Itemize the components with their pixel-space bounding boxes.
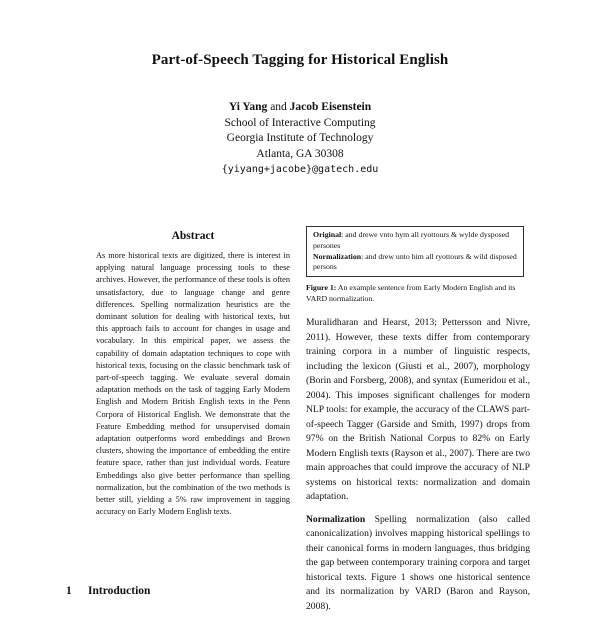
paragraph-run-in-heading: Normalization: [306, 513, 366, 525]
right-column-body: [306, 316, 530, 622]
section-title: Introduction: [88, 585, 151, 597]
figure-original-text: : and drewe vnto hym all ryottours & wylde dysposed persones: [313, 230, 509, 250]
institution: Georgia Institute of Technology: [226, 132, 374, 144]
author-name-2: Jacob Eisenstein: [289, 101, 372, 113]
section-heading-introduction: [66, 585, 150, 597]
figure-1-box: [306, 226, 524, 277]
author-email: {yiyang+jacobe}@gatech.edu: [221, 164, 379, 175]
affiliation: School of Interactive Computing: [224, 116, 376, 129]
left-column: [90, 230, 296, 518]
author-conjunction: and: [270, 101, 287, 113]
section-number: 1: [66, 585, 72, 597]
figure-normalization-text: : and drew unto him all ryottours & wild disposed persons: [313, 251, 517, 272]
abstract-text: As more historical texts are digitized, there is interest in applying natural language processing tools to these archives. However, the performance of these tools is often unsatisfactory, due to language change and genre differences. Spelling normalization heuristics are the dominant solution for dealing with historical texts, but this approach fails to account for changes in usage and vocabulary. In this empirical paper, we assess the capability of domain adaptation techniques to cope with historical texts, focusing on the classic benchmark task of part-of-speech tagging. We evaluate several domain adaptation methods on the task of tagging Early Modern English and Modern British English texts in the Penn Corpora of Historical English. We demonstrate that the Feature Embedding method for unsupervised domain adaptation outperforms word embeddings and Brown clusters, showing the importance of embedding the entire feature space, rather than just individual words. Feature Embeddings also give better performance than spelling normalization, but the combination of the two methods is better still, yielding a 5% raw improvement in tagging accuracy on Early Modern English texts.: [96, 251, 290, 517]
author-block: [0, 100, 600, 178]
figure-1-caption: [306, 282, 528, 304]
figure-normalization-line: [313, 252, 517, 274]
paper-title: Part-of-Speech Tagging for Historical English: [151, 52, 449, 68]
paragraph-text: Spelling normalization (also called canonicalization) involves mapping historical spellings to their canonical forms in modern languages, thus bridging the gap between contemporary training corpora and target historical texts. Figure 1 shows one historical sentence and its normalization by VARD (Baron and Rayson, 2008).: [306, 513, 530, 612]
body-paragraph-1: Muralidharan and Hearst, 2013; Pettersson and Nivre, 2011). However, these texts differ from contemporary training corpora in a number of linguistic respects, including the lexicon (Giusti et al., 2007), morphology (Borin and Forsberg, 2008), and syntax (Eumeridou et al., 2004). This imposes significant challenges for modern NLP tools: for example, the accuracy of the CLAWS part-of-speech Tagger (Garside and Smith, 1997) drops from 97% on the British National Corpus to 82% on Early Modern English texts (Rayson et al., 2007). There are two main approaches that could improve the accuracy of NLP systems on historical texts: normalization and domain adaptation.: [306, 317, 530, 502]
figure-original-label: Original: [313, 230, 342, 239]
figure-original-line: [313, 230, 517, 252]
figure-normalization-label: Normalization: [313, 251, 362, 261]
figure-caption-label: Figure 1:: [306, 283, 337, 292]
location: Atlanta, GA 30308: [256, 147, 344, 160]
author-names: [0, 100, 600, 116]
figure-caption-text: An example sentence from Early Modern English and its VARD normalization.: [306, 283, 516, 303]
author-name-1: Yi Yang: [228, 101, 268, 113]
body-paragraph-normalization: [306, 513, 530, 615]
abstract-heading: Abstract: [171, 230, 215, 242]
